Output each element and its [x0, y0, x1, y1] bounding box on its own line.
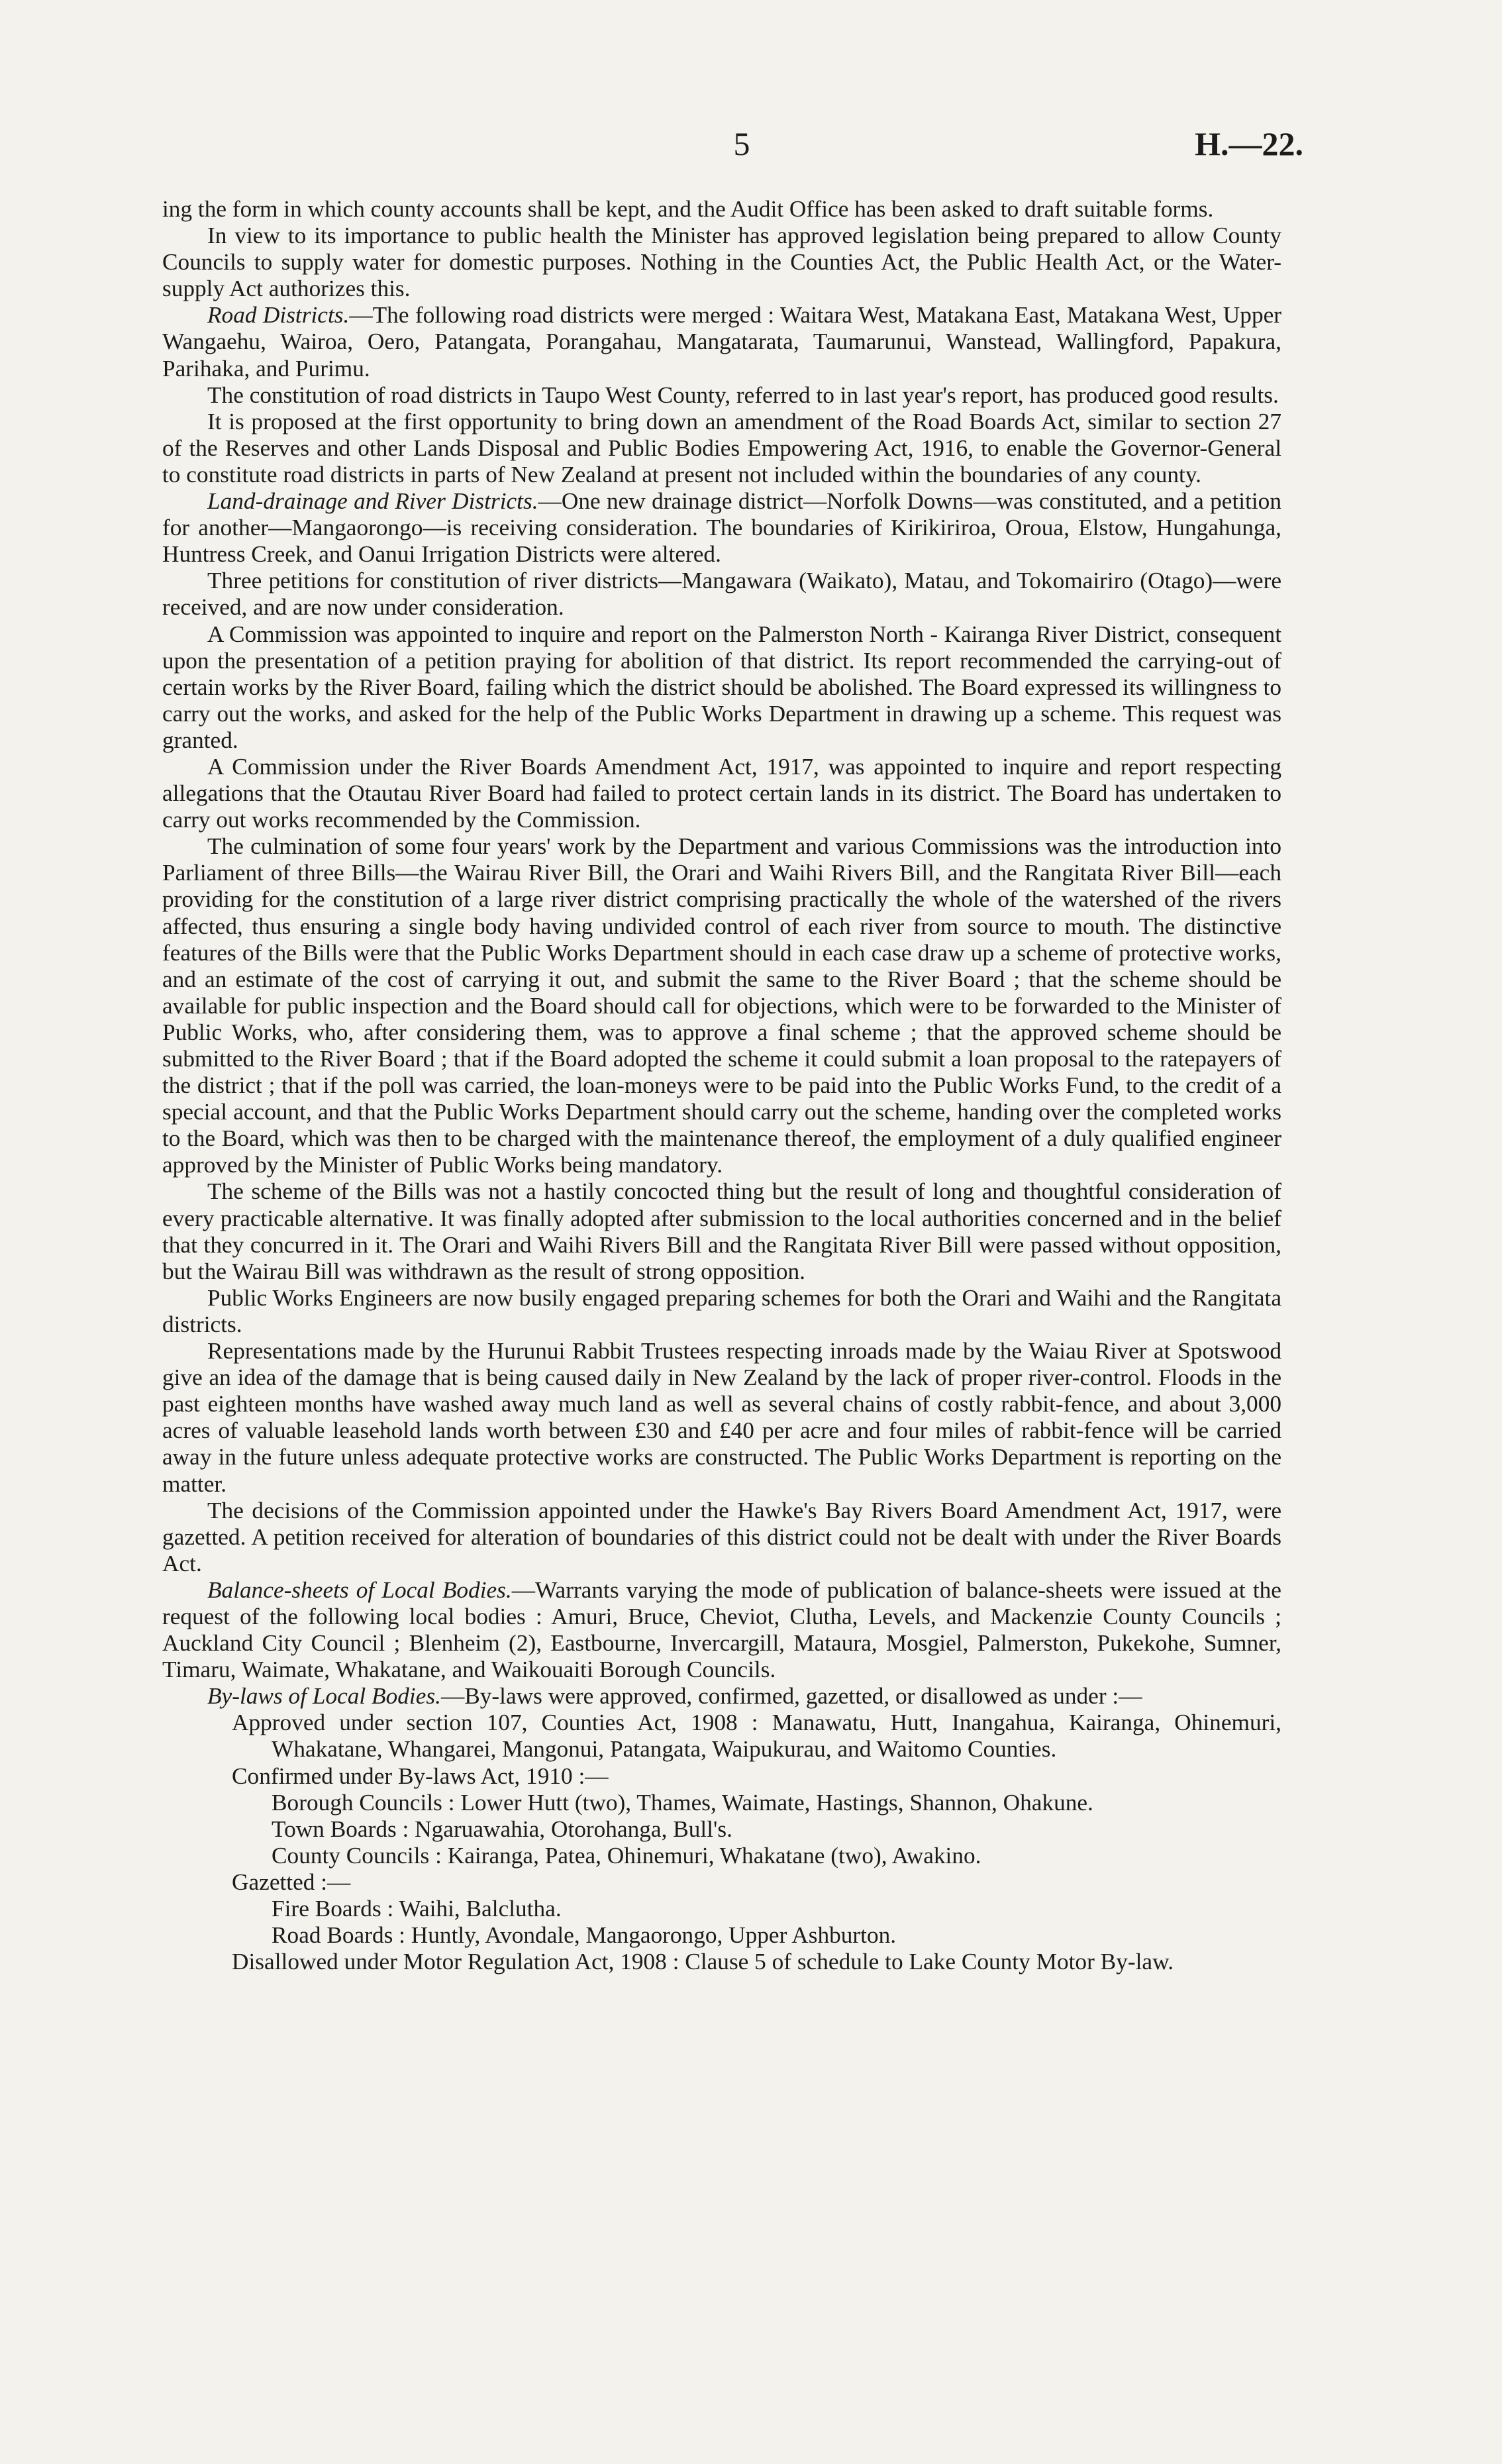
paragraph: The culmination of some four years' work by the Department and various Commissions was the introduction into Parliament of three Bills—the Wairau River Bill, the Orari and Waihi Rivers Bill, and the Rangitata River Bill—each providing for the constitution of a large river district comprising practically the whole of the watershed of the rivers affected, thus ensuring a single body having undivided control of each river from source to mouth. The distinctive features of the Bills were that the Public Works Department should in each case draw up a scheme of protective works, and an estimate of the cost of carrying it out, and submit the same to the River Board ; that the scheme should be available for public inspection and the Board should call for objections, which were to be forwarded to the Minister of Public Works, who, after considering them, was to approve a final scheme ; that the approved scheme should be submitted to the River Board ; that if the Board adopted the scheme it could submit a loan proposal to the ratepayers of the district ; that if the poll was carried, the loan-moneys were to be paid into the Public Works Fund, to the credit of a special account, and that the Public Works Department should carry out the scheme, handing over the completed works to the Board, which was then to be charged with the maintenance thereof, the employment of a duly qualified engineer approved by the Minister of Public Works being mandatory.: [162, 833, 1281, 1178]
paragraph: [162, 1577, 1281, 1683]
bylaws-confirmed-heading: Confirmed under By-laws Act, 1910 :—: [232, 1763, 609, 1789]
paragraph: The constitution of road districts in Taupo West County, referred to in last year's report, has produced good results.: [207, 382, 1279, 408]
page-number: 5: [733, 125, 750, 162]
document-reference: H.—22.: [1195, 125, 1303, 162]
paragraph: A Commission was appointed to inquire and report on the Palmerston North - Kairanga River District, consequent upon the presentation of a petition praying for abolition of that district. Its report recommended the carrying-out of certain works by the River Board, failing which the district should be abolished. The Board expressed its willingness to carry out the works, and asked for the help of the Public Works Department in drawing up a scheme. This request was granted.: [162, 621, 1281, 753]
paragraph: [162, 302, 1281, 382]
bylaws-confirmed-town: Town Boards : Ngaruawahia, Otorohanga, Bull's.: [272, 1816, 732, 1842]
paragraph: [162, 488, 1281, 568]
paragraph: The scheme of the Bills was not a hastily concocted thing but the result of long and thoughtful consideration of every practicable alternative. It was finally adopted after submission to the local authorities concerned and in the belief that they concurred in it. The Orari and Waihi Rivers Bill and the Rangitata River Bill were passed without opposition, but the Wairau Bill was withdrawn as the result of strong opposition.: [162, 1178, 1281, 1284]
paragraph-text: —The following road districts were merged : Waitara West, Matakana East, Matakana West, Upper Wangaehu, Wairoa, Oero, Patangata, Porangahau, Mangatarata, Taumarunui, Wanstead, Wallingford, Papakura, Parihaka, and Purimu.: [162, 302, 1282, 382]
bylaws-approved: Approved under section 107, Counties Act, 1908 : Manawatu, Hutt, Inangahua, Kairanga, Ohinemuri, Whakatane, Whangarei, Mangonui, Patangata, Waipukurau, and Waitomo Counties.: [232, 1710, 1281, 1763]
paragraph: Public Works Engineers are now busily engaged preparing schemes for both the Orari and Waihi and the Rangitata districts.: [162, 1284, 1281, 1337]
bylaws-gazetted-fire: Fire Boards : Waihi, Balclutha.: [272, 1896, 562, 1922]
paragraph-text: —By-laws were approved, confirmed, gazetted, or disallowed as under :—: [440, 1683, 1142, 1710]
document-body: [162, 196, 1281, 1975]
paragraph: It is proposed at the first opportunity to bring down an amendment of the Road Boards Act, similar to section 27 of the Reserves and other Lands Disposal and Public Bodies Empowering Act, 1916, to enable the Governor-General to constitute road districts in parts of New Zealand at present not included within the boundaries of any county.: [162, 408, 1281, 488]
bylaws-gazetted-heading: Gazetted :—: [232, 1869, 351, 1895]
paragraph: A Commission under the River Boards Amendment Act, 1917, was appointed to inquire and report respecting allegations that the Otautau River Board had failed to protect certain lands in its district. The Board has undertaken to carry out works recommended by the Commission.: [162, 753, 1281, 833]
section-heading-bylaws: By-laws of Local Bodies.: [207, 1683, 441, 1710]
section-heading-balance-sheets: Balance-sheets of Local Bodies.: [207, 1576, 512, 1603]
paragraph-text: —Warrants varying the mode of publication of balance-sheets were issued at the request of the following local bodies : Amuri, Bruce, Cheviot, Clutha, Levels, and Mackenzie County Councils ; Auckland City Council ; Blenheim (2), Eastbourne, Invercargill, Mataura, Mosgiel, Palmerston, Pukekohe, Sumner, Timaru, Waimate, Whakatane, and Waikouaiti Borough Councils.: [162, 1576, 1281, 1683]
paragraph: ing the form in which county accounts shall be kept, and the Audit Office has been asked to draft suitable forms.: [162, 196, 1214, 222]
paragraph: In view to its importance to public health the Minister has approved legislation being prepared to allow County Councils to supply water for domestic purposes. Nothing in the Counties Act, the Public Health Act, or the Water-supply Act authorizes this.: [162, 223, 1281, 302]
section-heading-drainage: Land-drainage and River Districts.: [207, 488, 538, 515]
paragraph: Three petitions for constitution of river districts—Mangawara (Waikato), Matau, and Tokomairiro (Otago)—were received, and are now under consideration.: [162, 568, 1281, 621]
paragraph: Representations made by the Hurunui Rabbit Trustees respecting inroads made by the Waiau River at Spotswood give an idea of the damage that is being caused daily in New Zealand by the lack of proper river-control. Floods in the past eighteen months have washed away much land as well as several chains of costly rabbit-fence, and about 3,000 acres of valuable leasehold lands worth between £30 and £40 per acre and four miles of rabbit-fence will be carried away in the future unless adequate protective works are constructed. The Public Works Department is reporting on the matter.: [162, 1338, 1281, 1497]
paragraph: The decisions of the Commission appointed under the Hawke's Bay Rivers Board Amendment Act, 1917, were gazetted. A petition received for alteration of boundaries of this district could not be dealt with under the River Boards Act.: [162, 1497, 1281, 1576]
paragraph-text: —One new drainage district—Norfolk Downs—was constituted, and a petition for another—Mangaorongo—is receiving consideration. The boundaries of Kirikiriroa, Oroua, Elstow, Hungahunga, Huntress Creek, and Oanui Irrigation Districts were altered.: [162, 488, 1281, 568]
bylaws-disallowed: Disallowed under Motor Regulation Act, 1908 : Clause 5 of schedule to Lake County Motor By-law.: [232, 1949, 1174, 1975]
bylaws-gazetted-road: Road Boards : Huntly, Avondale, Mangaorongo, Upper Ashburton.: [272, 1922, 897, 1949]
bylaws-confirmed-county: County Councils : Kairanga, Patea, Ohinemuri, Whakatane (two), Awakino.: [272, 1842, 981, 1869]
section-heading-road-districts: Road Districts.: [207, 302, 350, 329]
bylaws-confirmed-borough: Borough Councils : Lower Hutt (two), Thames, Waimate, Hastings, Shannon, Ohakune.: [272, 1789, 1093, 1816]
paragraph: [162, 1683, 1281, 1710]
